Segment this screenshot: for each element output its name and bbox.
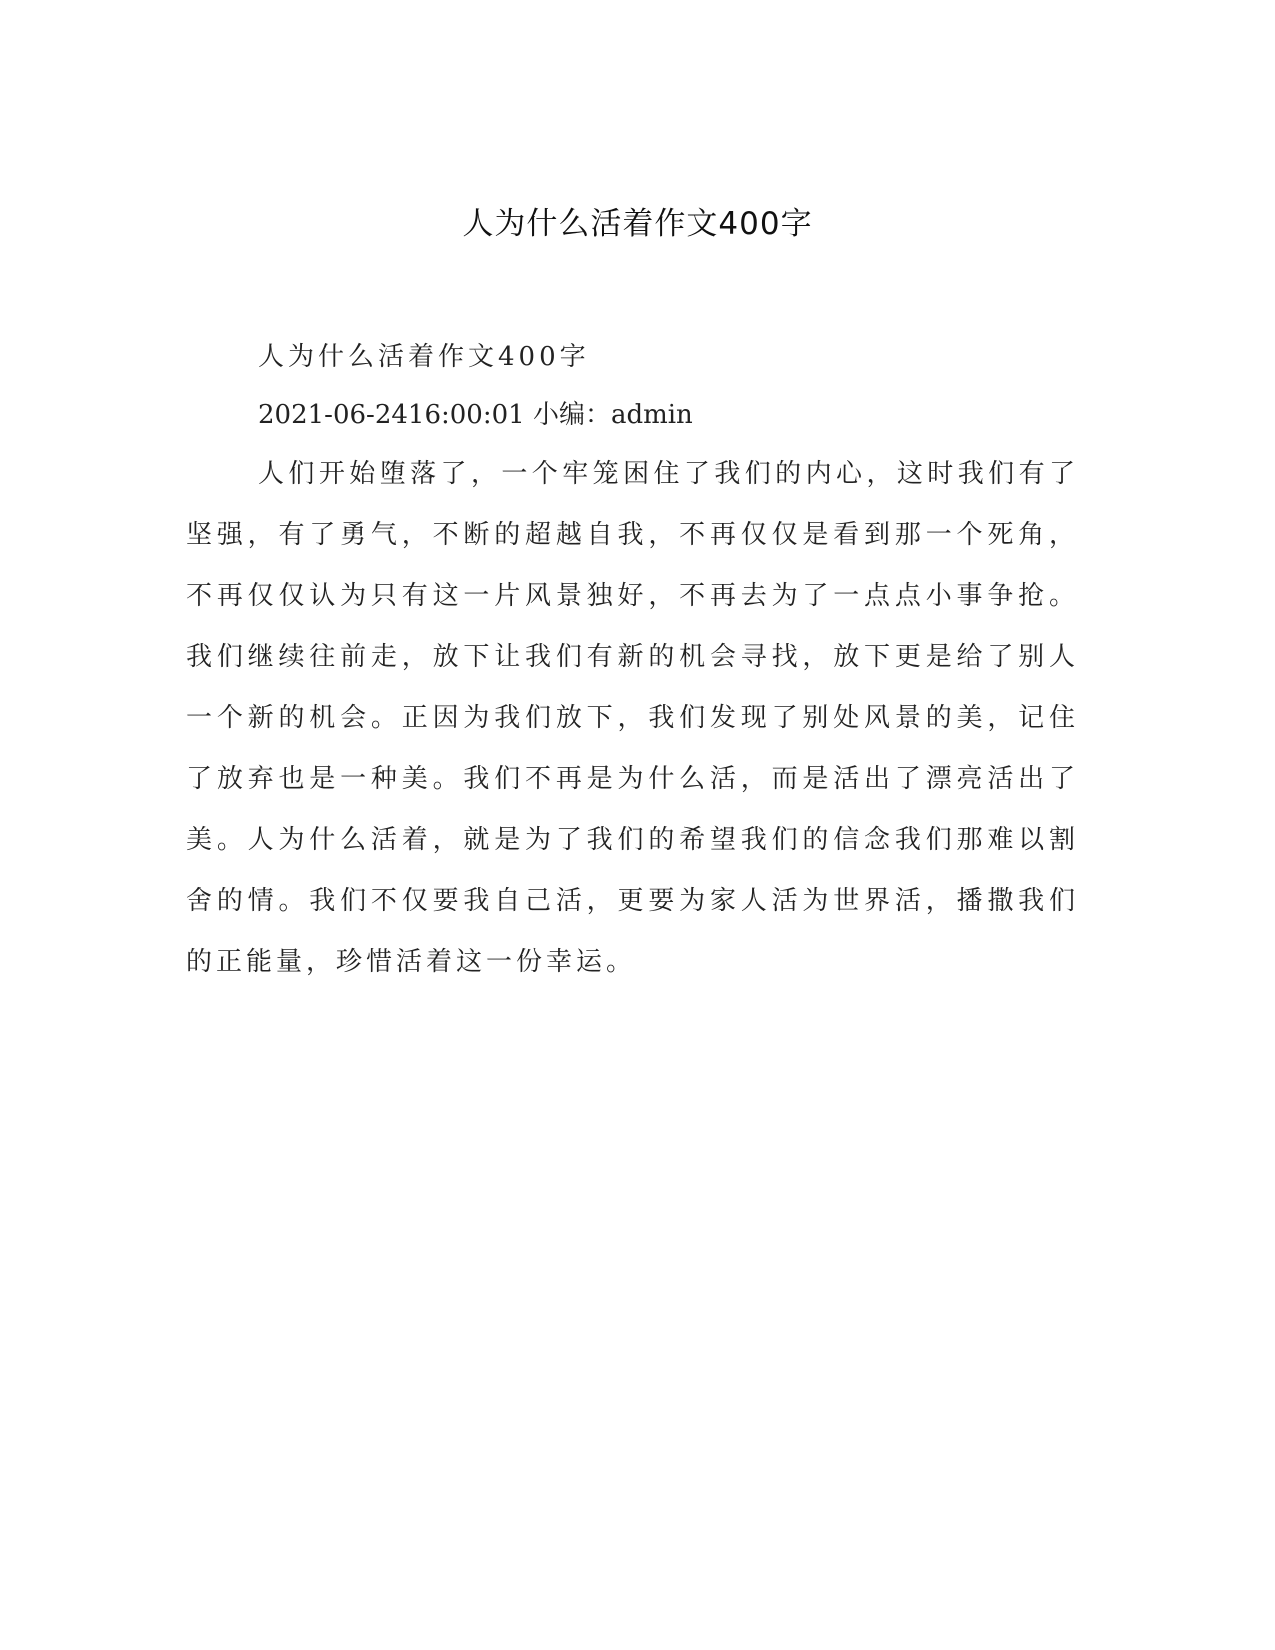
article-meta-line: 2021-06-2416:00:01 小编：admin [258,400,693,430]
article-body-paragraph: 人们开始堕落了，一个牢笼困住了我们的内心，这时我们有了坚强，有了勇气，不断的超越自我，不再仅仅是看到那一个死角，不再仅仅认为只有这一片风景独好，不再去为了一点点小事争抢。我们继续往前走，放下让我们有新的机会寻找，放下更是给了别人一个新的机会。正因为我们放下，我们发现了别处风景的美，记住了放弃也是一种美。我们不再是为什么活，而是活出了漂亮活出了美。人为什么活着，就是为了我们的希望我们的信念我们那难以割舍的情。我们不仅要我自己活，更要为家人活为世界活，播撒我们的正能量，珍惜活着这一份幸运。 [186,459,1079,977]
article-title-line: 人为什么活着作文400字 [258,342,590,372]
document-title: 人为什么活着作文400字 [462,206,813,242]
document-body [186,328,1079,993]
